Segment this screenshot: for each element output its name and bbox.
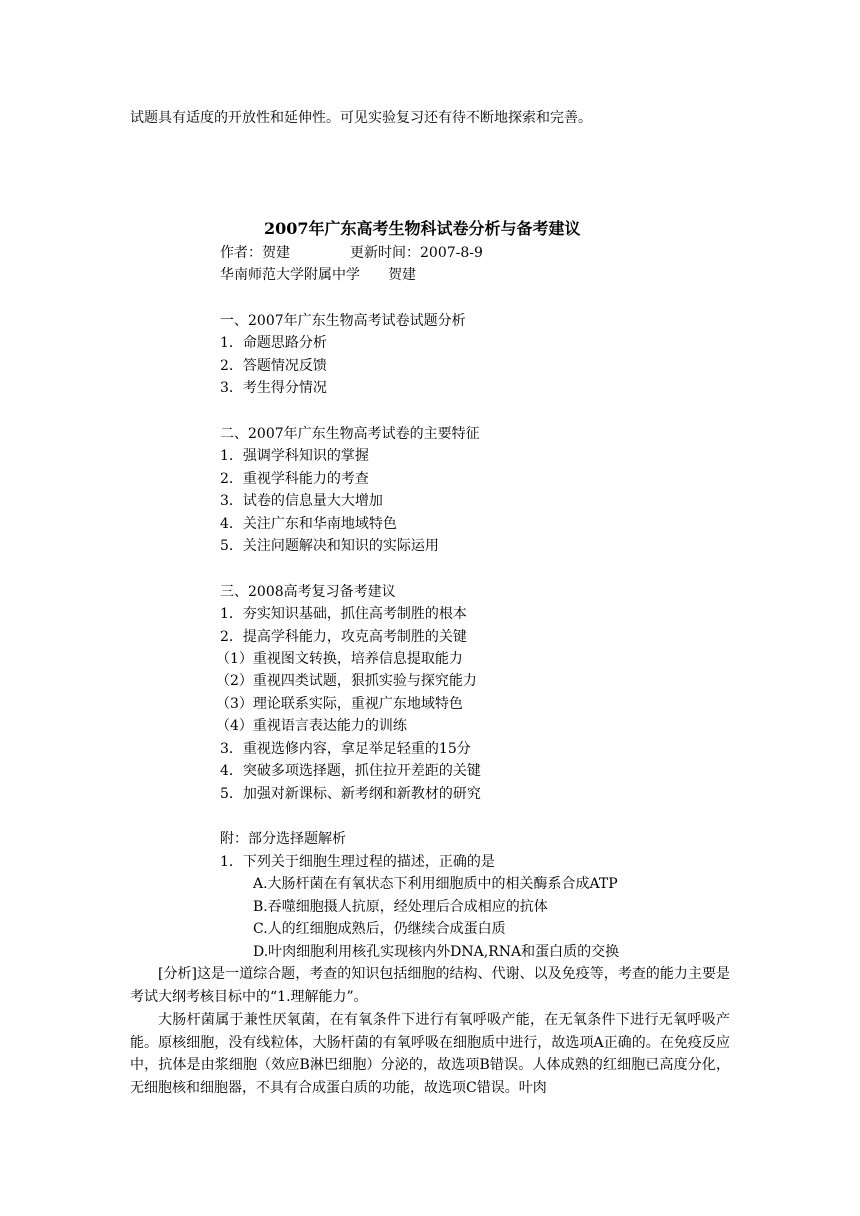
article-title: 2007年广东高考生物科试卷分析与备考建议 bbox=[264, 219, 581, 238]
option-c: C.人的红细胞成熟后，仍继续合成蛋白质 bbox=[253, 921, 506, 937]
section2-item: 1．强调学科知识的掌握 bbox=[220, 448, 369, 464]
section2-item: 4．关注广东和华南地域特色 bbox=[220, 516, 397, 532]
section3-subitem: （2）重视四类试题，狠抓实验与探究能力 bbox=[216, 673, 477, 689]
section2-item: 3．试卷的信息量大大增加 bbox=[220, 493, 383, 509]
analysis-paragraph-1: [分析]这是一道综合题，考查的知识包括细胞的结构、代谢、以及免疫等，考查的能力主要是考试大纲考核目标中的“1.理解能力”。 bbox=[130, 966, 730, 1005]
question-stem: 1．下列关于细胞生理过程的描述，正确的是 bbox=[220, 854, 495, 870]
section1-item: 1．命题思路分析 bbox=[220, 335, 327, 351]
section2-heading: 二、2007年广东生物高考试卷的主要特征 bbox=[220, 426, 480, 442]
affiliation: 华南师范大学附属中学 贺建 bbox=[220, 267, 416, 283]
section3-item: 5．加强对新课标、新考纲和新教材的研究 bbox=[220, 786, 481, 802]
option-d: D.叶肉细胞利用核孔实现核内外DNA,RNA和蛋白质的交换 bbox=[253, 944, 620, 960]
section3-subitem: （3）理论联系实际，重视广东地域特色 bbox=[216, 696, 463, 712]
section3-subitem: （1）重视图文转换，培养信息提取能力 bbox=[216, 651, 463, 667]
section1-item: 3．考生得分情况 bbox=[220, 380, 327, 396]
section2-item: 5．关注问题解决和知识的实际运用 bbox=[220, 538, 439, 554]
section3-item: 4．突破多项选择题，抓住拉开差距的关键 bbox=[220, 763, 481, 779]
option-b: B.吞噬细胞摄人抗原，经处理后合成相应的抗体 bbox=[253, 899, 548, 915]
analysis-paragraph-2: 大肠杆菌属于兼性厌氧菌，在有氧条件下进行有氧呼吸产能，在无氧条件下进行无氧呼吸产能。原核细胞，没有线粒体，大肠杆菌的有氧呼吸在细胞质中进行，故选项A正确的。在免疫反应中，抗体是由浆细胞（效应B淋巴细胞）分泌的，故选项B错误。人体成熟的红细胞已高度分化，无细胞核和细胞器，不具有合成蛋白质的功能，故选项C错误。叶肉 bbox=[130, 1012, 730, 1096]
update-time: 更新时间：2007-8-9 bbox=[350, 245, 483, 261]
section1-heading: 一、2007年广东生物高考试卷试题分析 bbox=[220, 313, 466, 329]
section2-item: 2．重视学科能力的考查 bbox=[220, 471, 369, 487]
author-line bbox=[220, 242, 483, 264]
section3-item: 1．夯实知识基础，抓住高考制胜的根本 bbox=[220, 606, 467, 622]
top-paragraph: 试题具有适度的开放性和延伸性。可见实验复习还有待不断地探索和完善。 bbox=[130, 110, 592, 126]
section1-item: 2．答题情况反馈 bbox=[220, 358, 327, 374]
section3-item: 3．重视选修内容，拿足举足轻重的15分 bbox=[220, 741, 471, 757]
section3-heading: 三、2008高考复习备考建议 bbox=[220, 584, 396, 600]
section3-item: 2．提高学科能力，攻克高考制胜的关键 bbox=[220, 629, 467, 645]
option-a: A.大肠杆菌在有氧状态下利用细胞质中的相关酶系合成ATP bbox=[253, 876, 618, 892]
section3-subitem: （4）重视语言表达能力的训练 bbox=[216, 718, 407, 734]
author: 作者：贺建 bbox=[220, 245, 290, 261]
appendix-heading: 附：部分选择题解析 bbox=[220, 831, 346, 847]
